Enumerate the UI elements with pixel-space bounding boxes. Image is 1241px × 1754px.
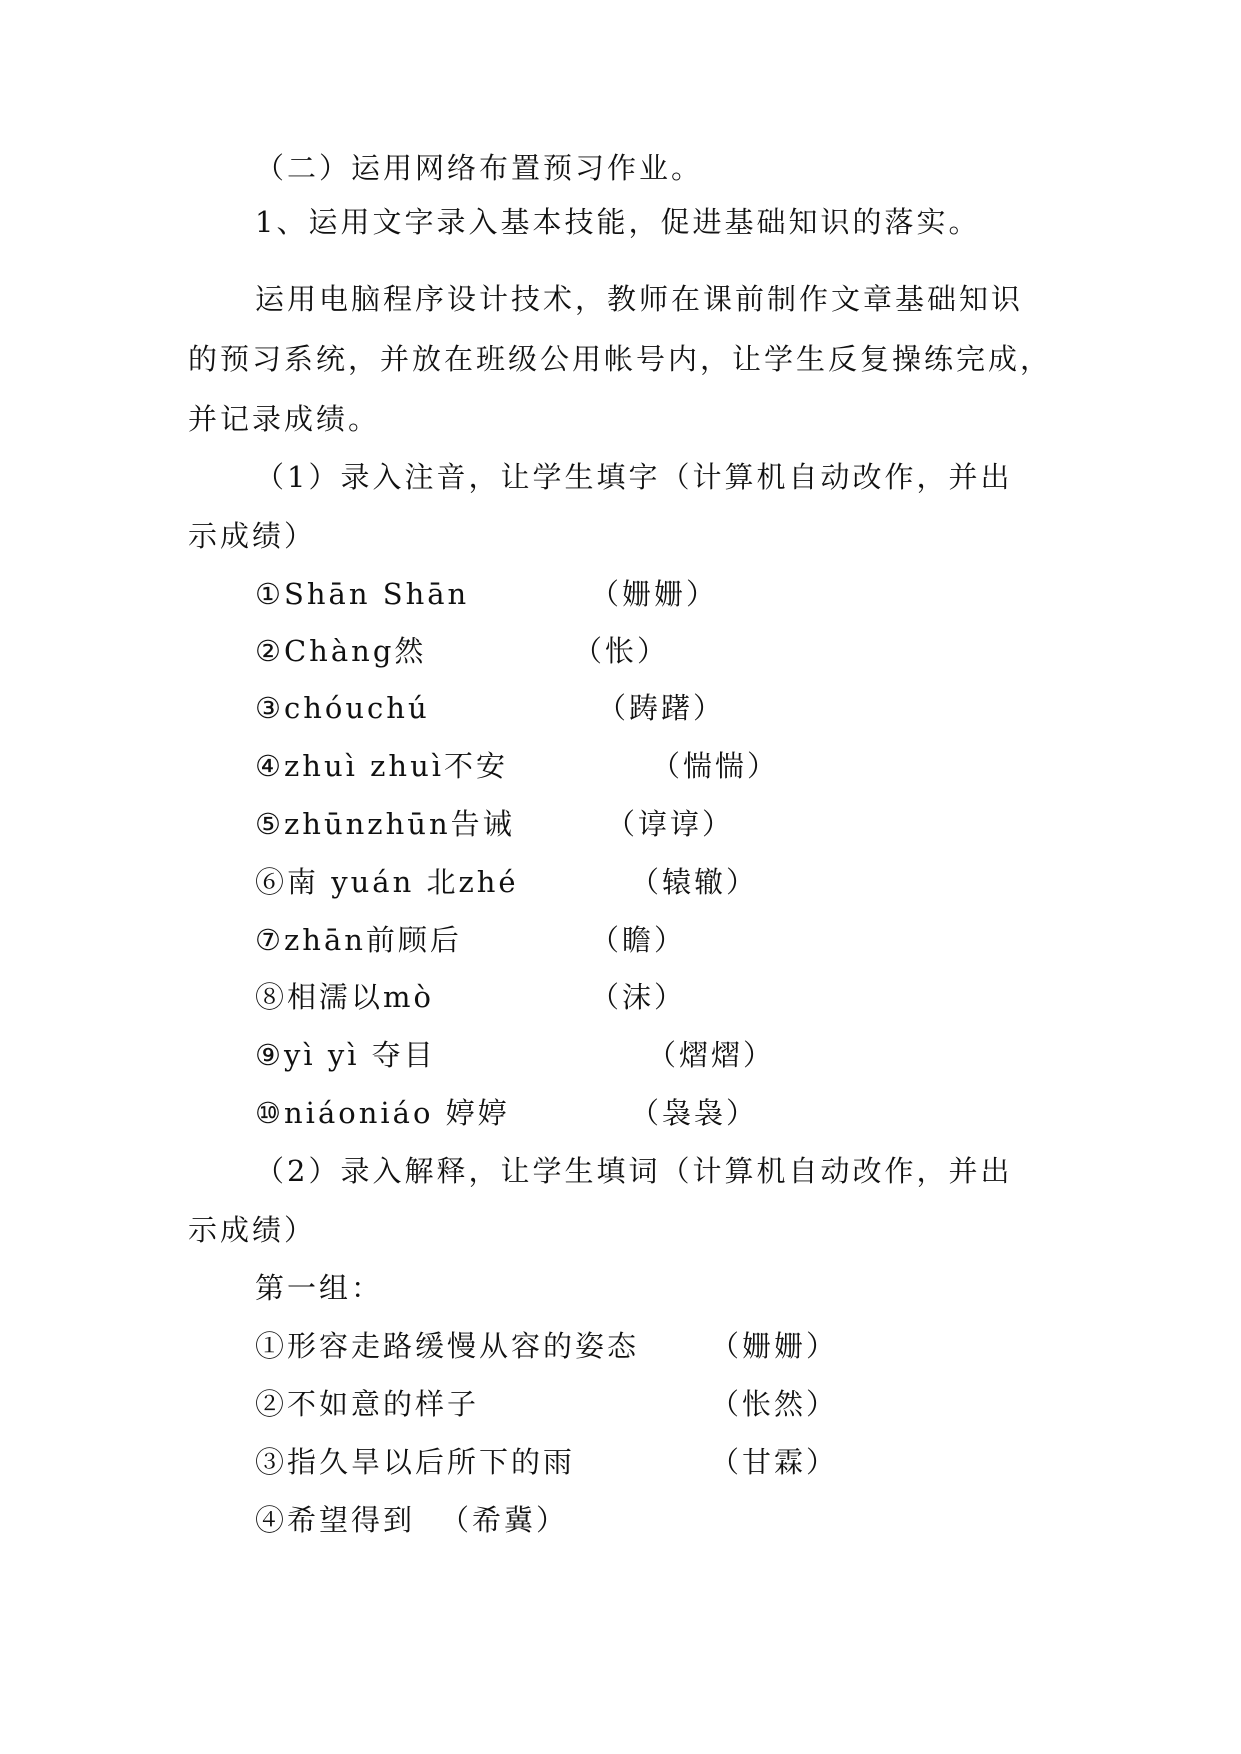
pinyin-item-prompt: ⑦zhān前顾后 xyxy=(255,923,462,957)
pinyin-item-answer: （怅） xyxy=(573,634,670,668)
pinyin-item-answer: （谆谆） xyxy=(606,807,735,841)
intro-paragraph-line-1: 运用电脑程序设计技术，教师在课前制作文章基础知识 xyxy=(255,282,1024,316)
pinyin-item-prompt: ①Shān Shān xyxy=(255,577,470,611)
pinyin-item-answer: （惴惴） xyxy=(651,749,780,783)
pinyin-item-prompt: ⑥南 yuán 北zhé xyxy=(255,865,519,899)
pinyin-item-answer: （辕辙） xyxy=(630,865,759,899)
definition-item-answer: （姗姗） xyxy=(710,1329,839,1363)
group-label: 第一组： xyxy=(255,1271,384,1305)
pinyin-item-answer: （熠熠） xyxy=(647,1038,776,1072)
definition-item-prompt: ②不如意的样子 xyxy=(255,1387,480,1421)
pinyin-item-prompt: ⑤zhūnzhūn告诫 xyxy=(255,807,515,841)
exercise2-instruction-line-2: 示成绩） xyxy=(188,1213,317,1247)
definition-item-answer: （怅然） xyxy=(710,1387,839,1421)
definition-item-prompt: ③指久旱以后所下的雨 xyxy=(255,1445,576,1479)
definition-item-prompt: ④希望得到 xyxy=(255,1503,416,1537)
pinyin-item-prompt: ④zhuì zhuì不安 xyxy=(255,749,509,783)
definition-item-answer: （甘霖） xyxy=(710,1445,839,1479)
definition-item-answer: （希冀） xyxy=(440,1503,569,1537)
pinyin-item-answer: （踌躇） xyxy=(597,691,726,725)
definition-item-prompt: ①形容走路缓慢从容的姿态 xyxy=(255,1329,640,1363)
pinyin-item-answer: （瞻） xyxy=(590,923,687,957)
pinyin-item-answer: （姗姗） xyxy=(590,577,719,611)
section-heading: （二）运用网络布置预习作业。 xyxy=(255,151,704,185)
intro-paragraph-line-3: 并记录成绩。 xyxy=(188,402,381,436)
pinyin-item-answer: （沫） xyxy=(590,980,687,1014)
pinyin-item-prompt: ②Chàng然 xyxy=(255,634,427,668)
pinyin-item-prompt: ⑩niáoniáo 婷婷 xyxy=(255,1096,510,1130)
exercise1-instruction-line-2: 示成绩） xyxy=(188,519,317,553)
pinyin-item-prompt: ⑧相濡以mò xyxy=(255,980,434,1014)
pinyin-item-answer: （袅袅） xyxy=(630,1096,759,1130)
subsection-heading: 1、运用文字录入基本技能，促进基础知识的落实。 xyxy=(255,205,981,239)
intro-paragraph-line-2: 的预习系统，并放在班级公用帐号内，让学生反复操练完成， xyxy=(188,342,1053,376)
exercise2-instruction-line-1: （2）录入解释，让学生填词（计算机自动改作，并出 xyxy=(255,1154,1013,1188)
pinyin-item-prompt: ⑨yì yì 夺目 xyxy=(255,1038,436,1072)
pinyin-item-prompt: ③chóuchú xyxy=(255,691,430,725)
exercise1-instruction-line-1: （1）录入注音，让学生填字（计算机自动改作，并出 xyxy=(255,460,1013,494)
